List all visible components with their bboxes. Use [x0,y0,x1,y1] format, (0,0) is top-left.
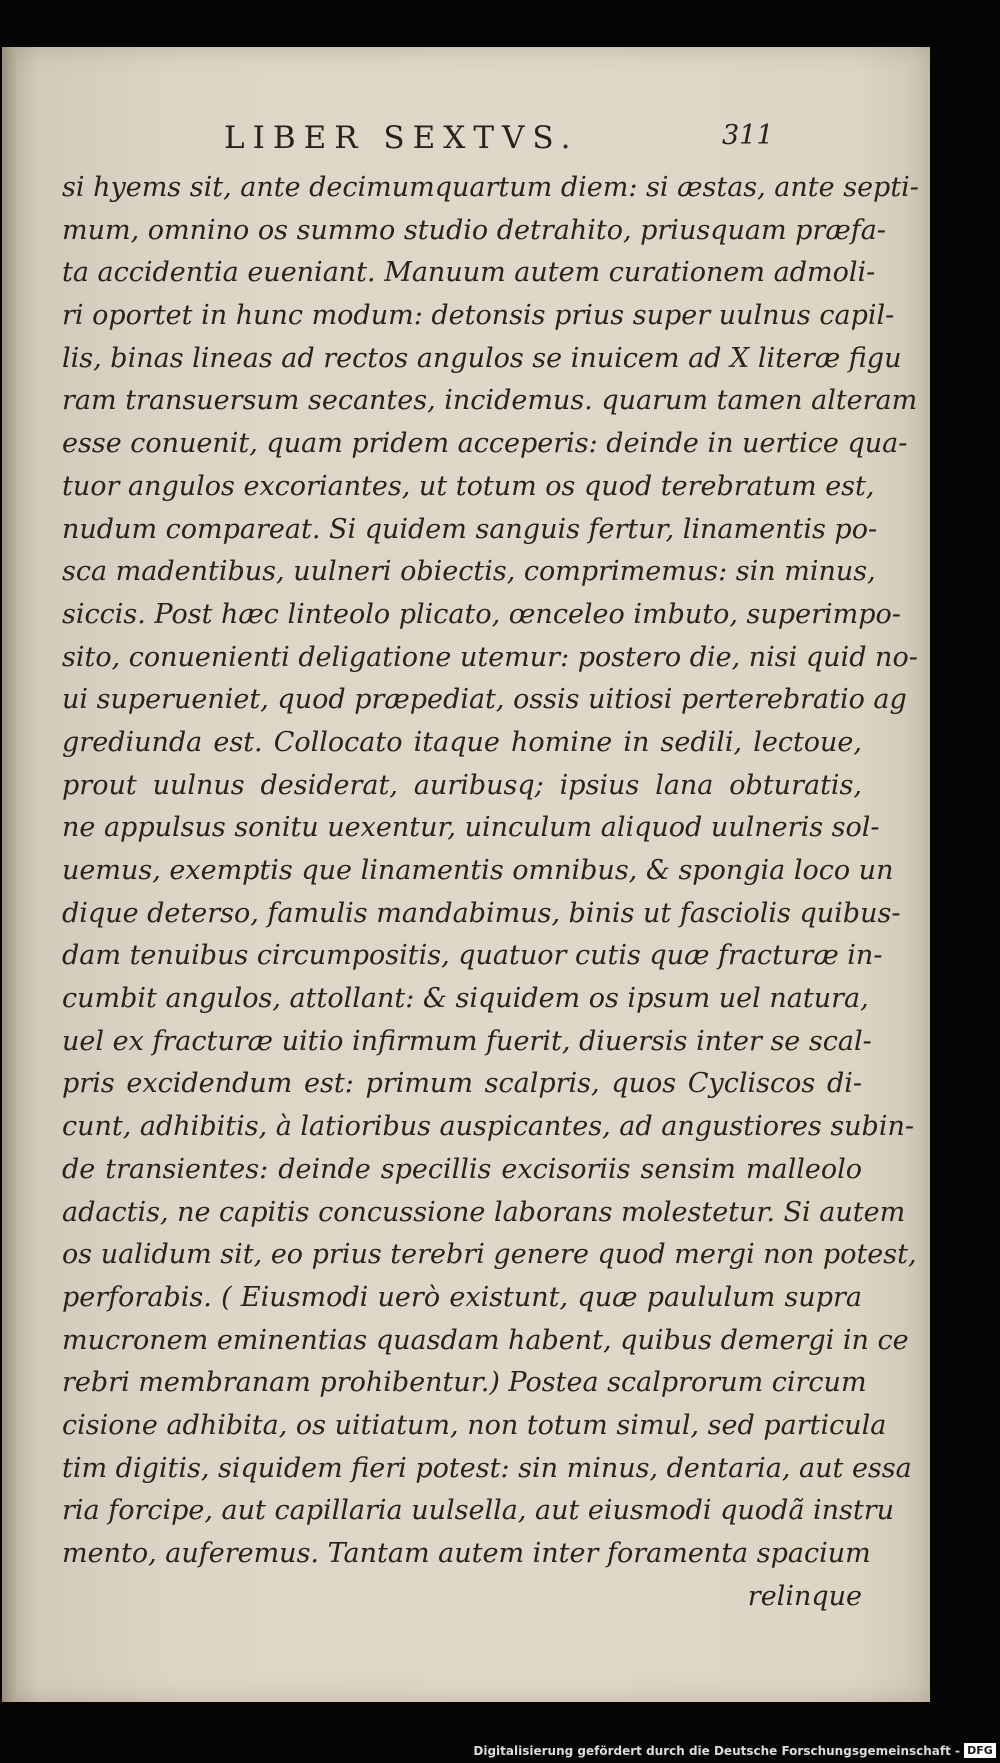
text-line: rebri membranam prohibentur.) Postea scalprorum circum [62,1367,867,1399]
catchword: relinque [747,1580,862,1612]
running-head [2,120,930,164]
text-line: sito, conuenienti deligatione utemur: postero die, nisi quid no- [62,641,918,673]
text-line: mento, auferemus. Tantam autem inter foramenta spacium [62,1538,871,1569]
text-line: mucronem eminentias quasdam habent, quibus demergi in ce [62,1324,909,1356]
text-line: dique deterso, famulis mandabimus, binis ut fasciolis quibus- [62,897,901,929]
text-line: cumbit angulos, attollant: & siquidem os ipsum uel natura, [62,983,869,1015]
dfg-logo: DFG [964,1743,996,1758]
text-line: nudum compareat. Si quidem sanguis fertur, linamentis po- [62,513,878,545]
text-line: ne appulsus sonitu uexentur, uinculum aliquod uulneris sol- [62,812,880,844]
text-line: perforabis. ( Eiusmodi uerò existunt, quæ paululum supra [62,1281,862,1313]
page-gutter-shadow [2,47,16,1702]
book-page [2,47,930,1702]
text-line: dam tenuibus circumpositis, quatuor cutis quæ fracturæ in- [62,940,883,972]
funding-credit: Digitalisierung gefördert durch die Deutsche Forschungsgemeinschaft - [473,1744,960,1758]
text-line: pris excidendum est: primum scalpris, quos Cycliscos di- [62,1068,862,1100]
text-line: ria forcipe, aut capillaria uulsella, aut eiusmodi quodã instru [62,1495,895,1527]
text-line: grediunda est. Collocato itaque homine in sedili, lectoue, [62,726,862,758]
text-line: tim digitis, siquidem fieri potest: sin minus, dentaria, aut essa [62,1452,912,1484]
text-line: os ualidum sit, eo prius terebri genere quod mergi non potest, [62,1239,917,1271]
text-line: ri oportet in hunc modum: detonsis prius super uulnus capil- [62,300,895,332]
text-line: ui superueniet, quod præpediat, ossis uitiosi perterebratio ag [62,684,907,716]
digitization-footer [0,1740,1000,1763]
text-line: mum, omnino os summo studio detrahito, priusquam præfa- [62,214,886,246]
text-line: uemus, exemptis que linamentis omnibus, & spongia loco un [62,855,894,886]
text-line: esse conuenit, quam pridem acceperis: deinde in uertice qua- [62,428,908,460]
text-line: si hyems sit, ante decimumquartum diem: si æstas, ante septi- [62,172,919,203]
running-head-title: LIBER SEXTVS. [224,120,579,156]
text-line: lis, binas lineas ad rectos angulos se inuicem ad X literæ figu [62,342,902,374]
text-line: tuor angulos excoriantes, ut totum os quod terebratum est, [62,470,875,502]
page-number: 311 [722,120,774,151]
text-line: cunt, adhibitis, à latioribus auspicantes, ad angustiores subin- [62,1111,914,1143]
text-line: uel ex fracturæ uitio infirmum fuerit, diuersis inter se scal- [62,1025,872,1057]
text-line: de transientes: deinde specillis excisoriis sensim malleolo [62,1153,862,1185]
text-line: prout uulnus desiderat, auribusq; ipsius lana obturatis, [62,769,862,801]
body-text [62,167,919,1618]
text-line: sca madentibus, uulneri obiectis, comprimemus: sin minus, [62,556,876,588]
text-line: cisione adhibita, os uitiatum, non totum simul, sed particula [62,1409,887,1441]
text-line: ram transuersum secantes, incidemus. quarum tamen alteram [62,385,918,417]
text-line: adactis, ne capitis concussione laborans molestetur. Si autem [62,1196,906,1228]
text-line: ta accidentia eueniant. Manuum autem curationem admoli- [62,257,876,289]
text-line: siccis. Post hæc linteolo plicato, œnceleo imbuto, superimpo- [62,598,901,630]
